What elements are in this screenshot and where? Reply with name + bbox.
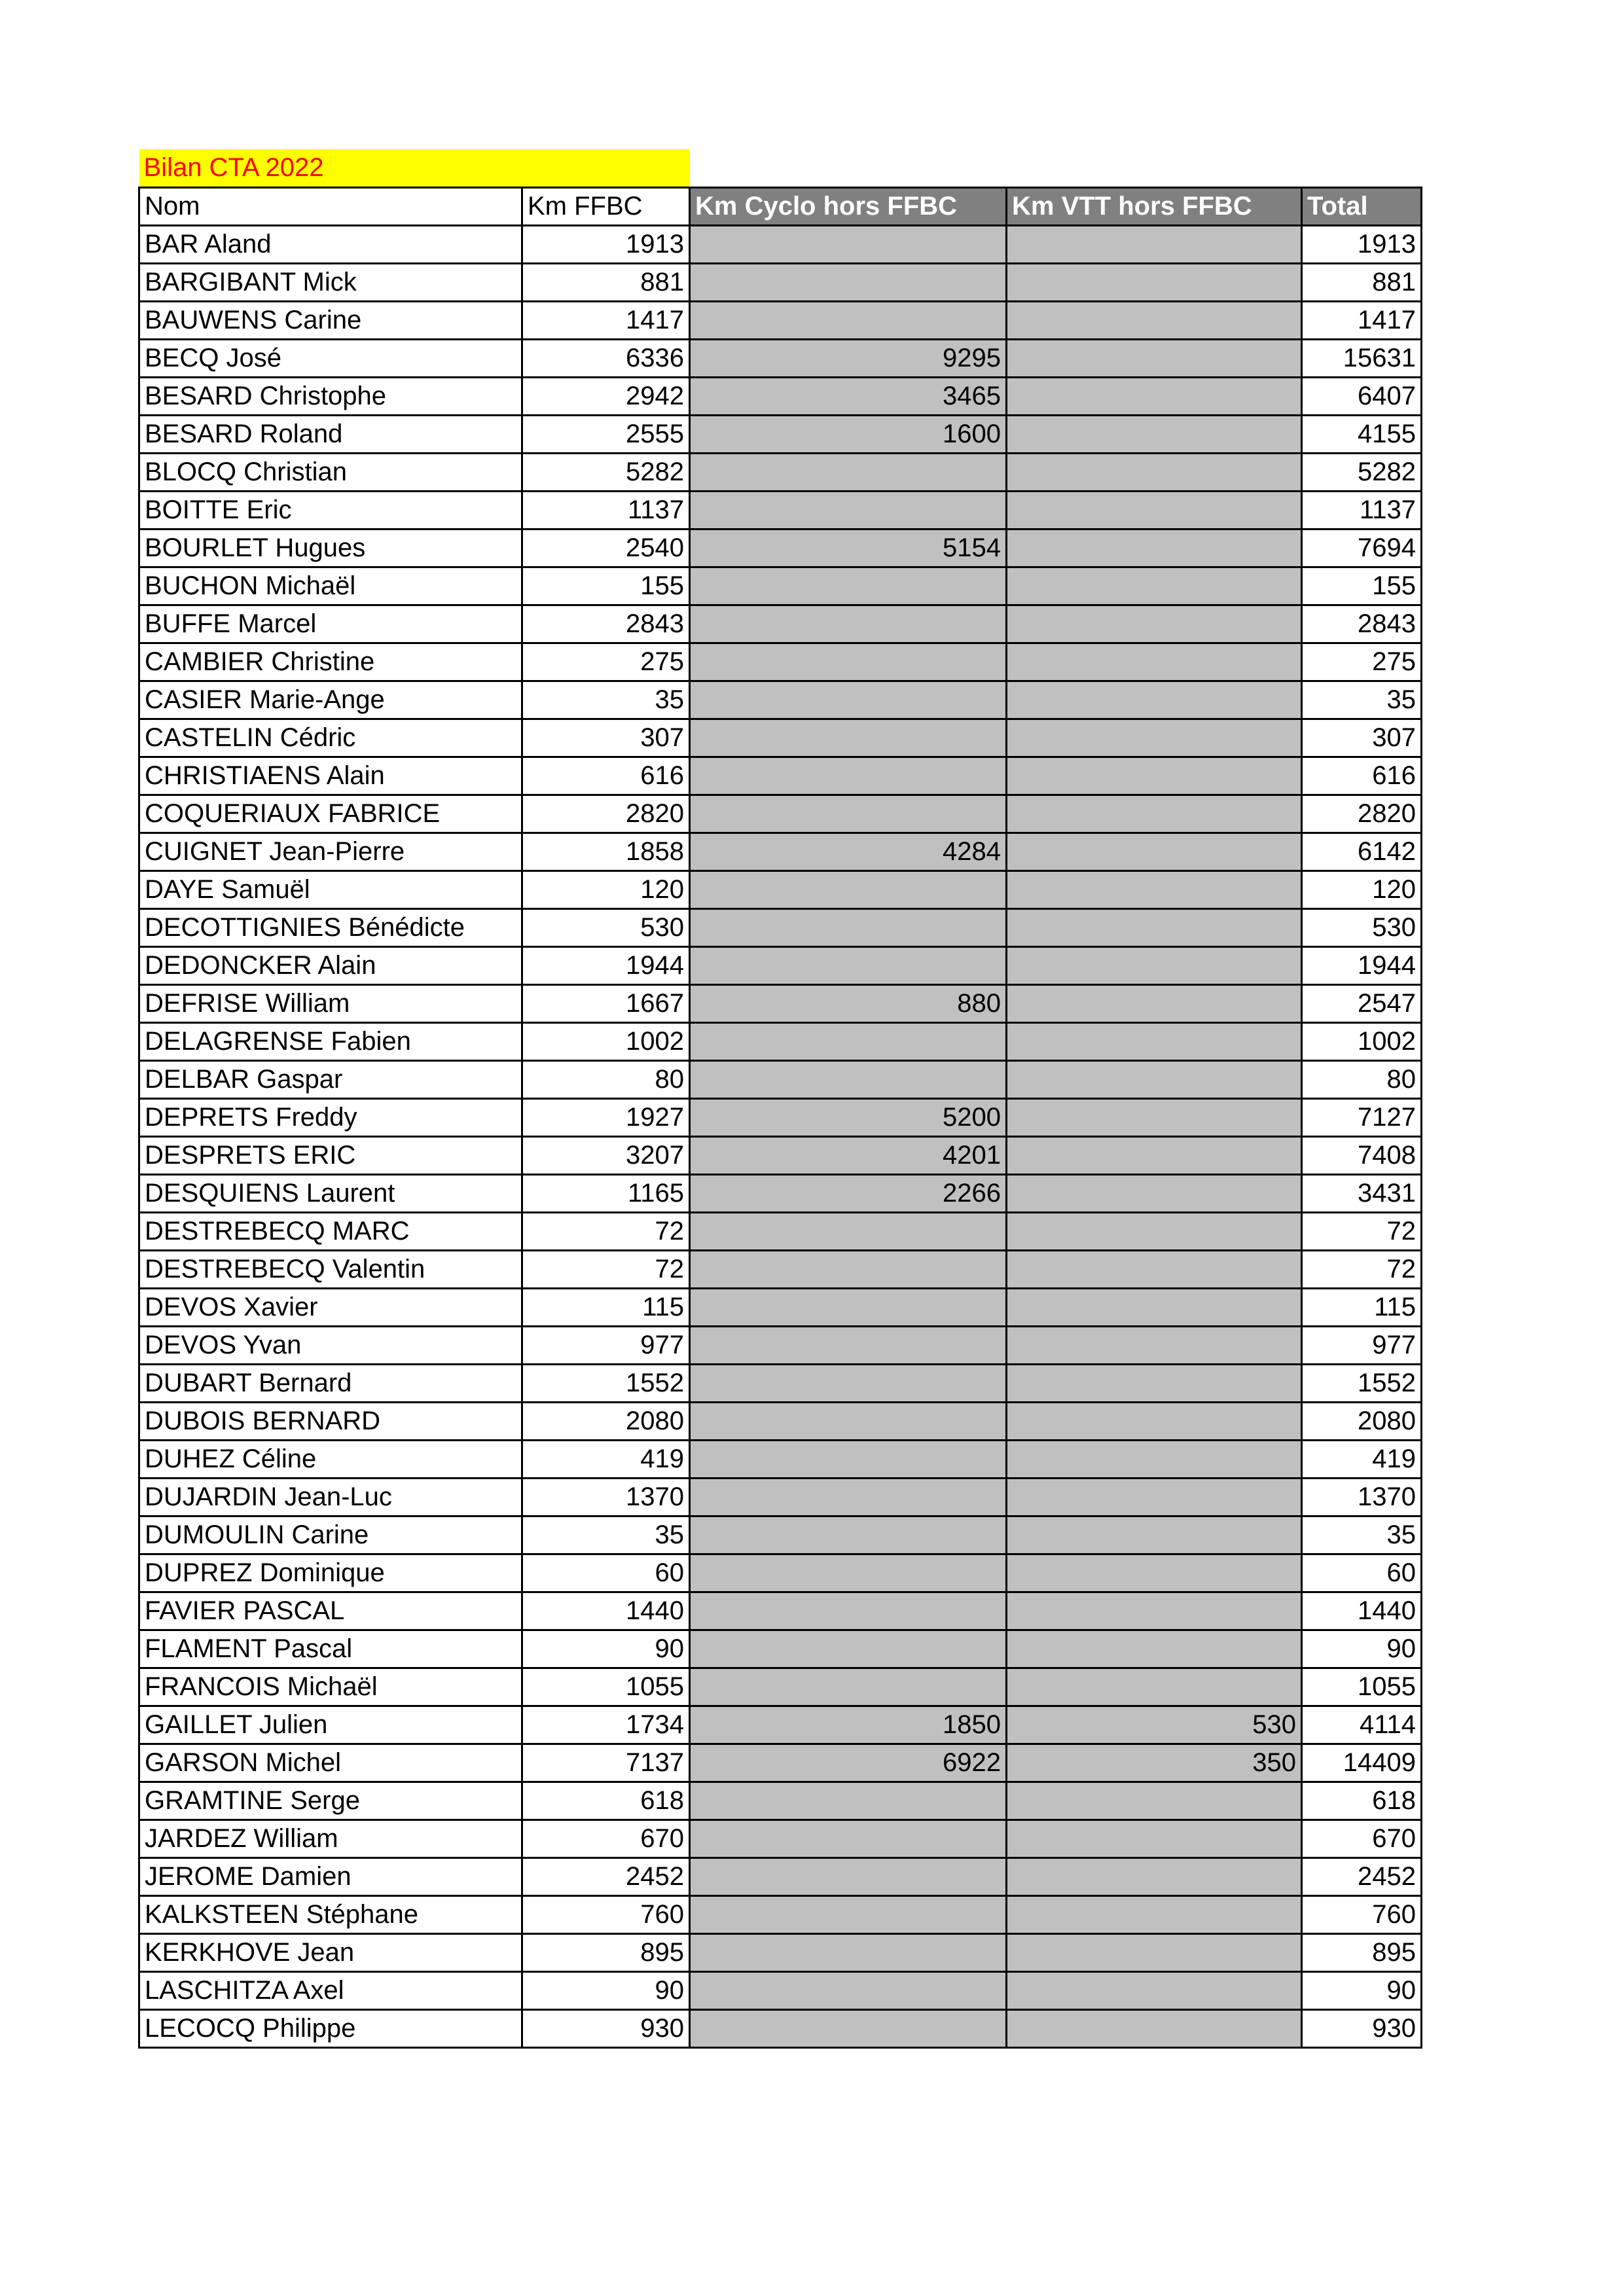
cell-nom: BAUWENS Carine	[139, 301, 522, 339]
table-body	[139, 225, 1422, 2047]
cell-total: 115	[1302, 1288, 1422, 1326]
cell-km-cyclo: 1850	[690, 1706, 1007, 1744]
cell-total: 120	[1302, 870, 1422, 908]
cell-km-ffbc: 895	[522, 1933, 690, 1971]
cell-total: 6142	[1302, 833, 1422, 870]
table-row	[139, 1668, 1422, 1706]
cell-km-cyclo	[690, 643, 1007, 681]
cell-km-cyclo: 5154	[690, 529, 1007, 567]
cell-km-cyclo	[690, 946, 1007, 984]
cell-km-ffbc: 3207	[522, 1136, 690, 1174]
cell-nom: DUJARDIN Jean-Luc	[139, 1478, 522, 1516]
cell-nom: BESARD Roland	[139, 415, 522, 453]
cell-nom: KALKSTEEN Stéphane	[139, 1895, 522, 1933]
cell-nom: JEROME Damien	[139, 1857, 522, 1895]
cell-km-ffbc: 1667	[522, 984, 690, 1022]
cell-nom: DUPREZ Dominique	[139, 1554, 522, 1592]
cell-nom: DEVOS Xavier	[139, 1288, 522, 1326]
cell-km-vtt	[1007, 1630, 1302, 1668]
cell-km-cyclo	[690, 491, 1007, 529]
cell-km-vtt	[1007, 1782, 1302, 1820]
cell-km-ffbc: 1944	[522, 946, 690, 984]
cell-km-ffbc: 1417	[522, 301, 690, 339]
cell-km-cyclo	[690, 1971, 1007, 2009]
bilan-table	[138, 149, 1422, 2049]
table-row	[139, 984, 1422, 1022]
cell-km-cyclo	[690, 1592, 1007, 1630]
cell-km-ffbc: 275	[522, 643, 690, 681]
cell-nom: DECOTTIGNIES Bénédicte	[139, 908, 522, 946]
cell-km-vtt	[1007, 1554, 1302, 1592]
table-row	[139, 1440, 1422, 1478]
table-row	[139, 1288, 1422, 1326]
cell-km-vtt	[1007, 1857, 1302, 1895]
table-row	[139, 681, 1422, 719]
cell-nom: COQUERIAUX FABRICE	[139, 795, 522, 833]
cell-total: 1002	[1302, 1022, 1422, 1060]
cell-total: 5282	[1302, 453, 1422, 491]
cell-km-cyclo	[690, 1212, 1007, 1250]
cell-total: 35	[1302, 681, 1422, 719]
cell-total: 1055	[1302, 1668, 1422, 1706]
cell-total: 7408	[1302, 1136, 1422, 1174]
cell-km-vtt	[1007, 1060, 1302, 1098]
cell-km-cyclo	[690, 2009, 1007, 2047]
cell-km-vtt	[1007, 1288, 1302, 1326]
table-row	[139, 339, 1422, 377]
table-row	[139, 908, 1422, 946]
cell-km-vtt	[1007, 719, 1302, 757]
cell-nom: BAR Aland	[139, 225, 522, 263]
cell-km-vtt	[1007, 681, 1302, 719]
cell-km-vtt	[1007, 453, 1302, 491]
cell-km-vtt	[1007, 605, 1302, 643]
sheet-title: Bilan CTA 2022	[139, 149, 690, 187]
cell-km-vtt	[1007, 2009, 1302, 2047]
cell-km-vtt	[1007, 870, 1302, 908]
cell-km-cyclo	[690, 1060, 1007, 1098]
cell-km-vtt	[1007, 1440, 1302, 1478]
cell-km-ffbc: 90	[522, 1971, 690, 2009]
cell-km-cyclo	[690, 1668, 1007, 1706]
cell-km-ffbc: 419	[522, 1440, 690, 1478]
cell-km-ffbc: 2080	[522, 1402, 690, 1440]
cell-km-ffbc: 616	[522, 757, 690, 795]
cell-total: 670	[1302, 1820, 1422, 1857]
cell-km-vtt	[1007, 377, 1302, 415]
cell-km-vtt	[1007, 1098, 1302, 1136]
cell-total: 60	[1302, 1554, 1422, 1592]
cell-km-ffbc: 1440	[522, 1592, 690, 1630]
cell-km-cyclo	[690, 1022, 1007, 1060]
cell-km-cyclo	[690, 1554, 1007, 1592]
cell-km-cyclo	[690, 870, 1007, 908]
table-row	[139, 1250, 1422, 1288]
cell-nom: CHRISTIAENS Alain	[139, 757, 522, 795]
cell-nom: GARSON Michel	[139, 1744, 522, 1782]
cell-km-ffbc: 2820	[522, 795, 690, 833]
cell-total: 72	[1302, 1212, 1422, 1250]
cell-km-ffbc: 35	[522, 681, 690, 719]
table-row	[139, 1782, 1422, 1820]
cell-km-vtt	[1007, 833, 1302, 870]
cell-km-cyclo	[690, 1630, 1007, 1668]
cell-total: 2820	[1302, 795, 1422, 833]
table-row	[139, 1326, 1422, 1364]
cell-km-ffbc: 1552	[522, 1364, 690, 1402]
table-row	[139, 225, 1422, 263]
table-row	[139, 263, 1422, 301]
cell-nom: DUBOIS BERNARD	[139, 1402, 522, 1440]
cell-nom: FAVIER PASCAL	[139, 1592, 522, 1630]
cell-total: 1913	[1302, 225, 1422, 263]
cell-nom: CUIGNET Jean-Pierre	[139, 833, 522, 870]
cell-km-cyclo	[690, 1820, 1007, 1857]
table-row	[139, 1895, 1422, 1933]
cell-km-ffbc: 670	[522, 1820, 690, 1857]
cell-km-vtt	[1007, 795, 1302, 833]
cell-km-vtt	[1007, 491, 1302, 529]
table-row	[139, 1136, 1422, 1174]
cell-km-cyclo	[690, 1402, 1007, 1440]
cell-nom: BESARD Christophe	[139, 377, 522, 415]
cell-km-vtt	[1007, 1364, 1302, 1402]
cell-km-ffbc: 2942	[522, 377, 690, 415]
col-header-total: Total	[1302, 187, 1422, 225]
cell-km-vtt	[1007, 263, 1302, 301]
cell-km-ffbc: 6336	[522, 339, 690, 377]
cell-nom: DESQUIENS Laurent	[139, 1174, 522, 1212]
cell-km-ffbc: 120	[522, 870, 690, 908]
cell-km-vtt	[1007, 1478, 1302, 1516]
cell-nom: DUHEZ Céline	[139, 1440, 522, 1478]
cell-km-cyclo	[690, 1782, 1007, 1820]
cell-km-ffbc: 1858	[522, 833, 690, 870]
cell-km-cyclo	[690, 301, 1007, 339]
table-row	[139, 870, 1422, 908]
cell-km-vtt	[1007, 946, 1302, 984]
cell-total: 7694	[1302, 529, 1422, 567]
cell-nom: CASIER Marie-Ange	[139, 681, 522, 719]
cell-total: 1552	[1302, 1364, 1422, 1402]
cell-km-ffbc: 80	[522, 1060, 690, 1098]
cell-total: 977	[1302, 1326, 1422, 1364]
cell-km-ffbc: 1927	[522, 1098, 690, 1136]
cell-km-ffbc: 1913	[522, 225, 690, 263]
cell-total: 760	[1302, 1895, 1422, 1933]
cell-nom: GAILLET Julien	[139, 1706, 522, 1744]
cell-nom: DUMOULIN Carine	[139, 1516, 522, 1554]
col-header-km-ffbc: Km FFBC	[522, 187, 690, 225]
cell-km-ffbc: 72	[522, 1250, 690, 1288]
cell-total: 4155	[1302, 415, 1422, 453]
cell-km-ffbc: 930	[522, 2009, 690, 2047]
cell-km-cyclo	[690, 908, 1007, 946]
title-row	[139, 149, 1422, 187]
cell-km-ffbc: 2555	[522, 415, 690, 453]
cell-km-cyclo	[690, 1478, 1007, 1516]
cell-total: 881	[1302, 263, 1422, 301]
table-row	[139, 1630, 1422, 1668]
cell-total: 2452	[1302, 1857, 1422, 1895]
cell-total: 530	[1302, 908, 1422, 946]
cell-nom: BLOCQ Christian	[139, 453, 522, 491]
cell-total: 1440	[1302, 1592, 1422, 1630]
cell-km-cyclo: 3465	[690, 377, 1007, 415]
cell-km-ffbc: 1002	[522, 1022, 690, 1060]
table-row	[139, 1402, 1422, 1440]
table-row	[139, 1820, 1422, 1857]
table-row	[139, 1098, 1422, 1136]
cell-km-vtt	[1007, 1895, 1302, 1933]
cell-nom: FLAMENT Pascal	[139, 1630, 522, 1668]
table-row	[139, 1478, 1422, 1516]
cell-km-cyclo: 9295	[690, 339, 1007, 377]
cell-nom: BUFFE Marcel	[139, 605, 522, 643]
table-row	[139, 377, 1422, 415]
cell-km-vtt	[1007, 1820, 1302, 1857]
table-row	[139, 1060, 1422, 1098]
table-row	[139, 529, 1422, 567]
cell-nom: DAYE Samuël	[139, 870, 522, 908]
cell-total: 616	[1302, 757, 1422, 795]
cell-km-cyclo	[690, 795, 1007, 833]
cell-km-vtt	[1007, 1174, 1302, 1212]
table-row	[139, 757, 1422, 795]
table-row	[139, 1022, 1422, 1060]
cell-km-cyclo: 4284	[690, 833, 1007, 870]
cell-km-vtt	[1007, 1326, 1302, 1364]
cell-nom: BOURLET Hugues	[139, 529, 522, 567]
table-row	[139, 491, 1422, 529]
cell-total: 90	[1302, 1971, 1422, 2009]
cell-nom: FRANCOIS Michaël	[139, 1668, 522, 1706]
cell-km-cyclo	[690, 719, 1007, 757]
cell-km-ffbc: 60	[522, 1554, 690, 1592]
table-row	[139, 301, 1422, 339]
table-row	[139, 605, 1422, 643]
cell-nom: BUCHON Michaël	[139, 567, 522, 605]
table-row	[139, 1857, 1422, 1895]
cell-nom: BOITTE Eric	[139, 491, 522, 529]
cell-km-vtt	[1007, 225, 1302, 263]
cell-km-vtt	[1007, 1022, 1302, 1060]
cell-km-cyclo	[690, 1857, 1007, 1895]
cell-km-cyclo	[690, 1440, 1007, 1478]
cell-km-cyclo	[690, 1516, 1007, 1554]
cell-km-vtt	[1007, 339, 1302, 377]
table-row	[139, 453, 1422, 491]
cell-total: 4114	[1302, 1706, 1422, 1744]
cell-km-vtt	[1007, 1402, 1302, 1440]
cell-km-vtt	[1007, 415, 1302, 453]
cell-nom: DESTREBECQ MARC	[139, 1212, 522, 1250]
cell-km-vtt	[1007, 1212, 1302, 1250]
cell-km-ffbc: 1137	[522, 491, 690, 529]
cell-nom: DUBART Bernard	[139, 1364, 522, 1402]
cell-total: 2080	[1302, 1402, 1422, 1440]
cell-km-cyclo	[690, 1933, 1007, 1971]
cell-km-cyclo: 6922	[690, 1744, 1007, 1782]
table-row	[139, 833, 1422, 870]
cell-km-cyclo	[690, 757, 1007, 795]
cell-km-ffbc: 155	[522, 567, 690, 605]
cell-km-vtt	[1007, 757, 1302, 795]
table-row	[139, 1971, 1422, 2009]
cell-km-ffbc: 90	[522, 1630, 690, 1668]
cell-total: 1137	[1302, 491, 1422, 529]
cell-nom: GRAMTINE Serge	[139, 1782, 522, 1820]
cell-km-cyclo: 5200	[690, 1098, 1007, 1136]
table-row	[139, 1516, 1422, 1554]
cell-km-cyclo	[690, 605, 1007, 643]
cell-total: 155	[1302, 567, 1422, 605]
cell-km-cyclo: 2266	[690, 1174, 1007, 1212]
cell-km-cyclo	[690, 453, 1007, 491]
cell-km-cyclo: 880	[690, 984, 1007, 1022]
cell-km-ffbc: 307	[522, 719, 690, 757]
cell-total: 1944	[1302, 946, 1422, 984]
cell-total: 419	[1302, 1440, 1422, 1478]
cell-km-ffbc: 1165	[522, 1174, 690, 1212]
cell-nom: CASTELIN Cédric	[139, 719, 522, 757]
col-header-km-cyclo: Km Cyclo hors FFBC	[690, 187, 1007, 225]
cell-nom: DESPRETS ERIC	[139, 1136, 522, 1174]
cell-nom: DELAGRENSE Fabien	[139, 1022, 522, 1060]
cell-nom: LASCHITZA Axel	[139, 1971, 522, 2009]
cell-nom: CAMBIER Christine	[139, 643, 522, 681]
cell-km-cyclo	[690, 263, 1007, 301]
cell-km-vtt	[1007, 301, 1302, 339]
table-row	[139, 1212, 1422, 1250]
cell-total: 2843	[1302, 605, 1422, 643]
table-row	[139, 415, 1422, 453]
table-row	[139, 2009, 1422, 2047]
cell-total: 15631	[1302, 339, 1422, 377]
cell-km-ffbc: 977	[522, 1326, 690, 1364]
cell-km-cyclo: 4201	[690, 1136, 1007, 1174]
cell-total: 14409	[1302, 1744, 1422, 1782]
cell-total: 1417	[1302, 301, 1422, 339]
cell-km-ffbc: 530	[522, 908, 690, 946]
cell-km-cyclo	[690, 567, 1007, 605]
cell-km-ffbc: 35	[522, 1516, 690, 1554]
cell-km-cyclo	[690, 681, 1007, 719]
cell-km-vtt	[1007, 1592, 1302, 1630]
cell-total: 895	[1302, 1933, 1422, 1971]
col-header-km-vtt: Km VTT hors FFBC	[1007, 187, 1302, 225]
cell-km-vtt	[1007, 1971, 1302, 2009]
cell-km-vtt	[1007, 908, 1302, 946]
cell-km-ffbc: 618	[522, 1782, 690, 1820]
cell-nom: BECQ José	[139, 339, 522, 377]
cell-km-cyclo	[690, 1250, 1007, 1288]
cell-total: 72	[1302, 1250, 1422, 1288]
cell-km-ffbc: 2843	[522, 605, 690, 643]
cell-km-cyclo: 1600	[690, 415, 1007, 453]
cell-km-vtt: 530	[1007, 1706, 1302, 1744]
cell-total: 307	[1302, 719, 1422, 757]
cell-total: 930	[1302, 2009, 1422, 2047]
cell-km-vtt	[1007, 1933, 1302, 1971]
cell-km-ffbc: 1370	[522, 1478, 690, 1516]
cell-km-cyclo	[690, 1326, 1007, 1364]
cell-km-cyclo	[690, 1895, 1007, 1933]
table-row	[139, 1933, 1422, 1971]
table-row	[139, 643, 1422, 681]
cell-km-vtt	[1007, 984, 1302, 1022]
cell-km-ffbc: 881	[522, 263, 690, 301]
cell-total: 3431	[1302, 1174, 1422, 1212]
cell-km-vtt	[1007, 529, 1302, 567]
table-row	[139, 1744, 1422, 1782]
cell-total: 80	[1302, 1060, 1422, 1098]
cell-km-vtt	[1007, 1668, 1302, 1706]
cell-nom: DEVOS Yvan	[139, 1326, 522, 1364]
cell-km-vtt	[1007, 567, 1302, 605]
cell-km-ffbc: 1055	[522, 1668, 690, 1706]
col-header-nom: Nom	[139, 187, 522, 225]
table-row	[139, 1592, 1422, 1630]
cell-km-ffbc: 2452	[522, 1857, 690, 1895]
cell-total: 2547	[1302, 984, 1422, 1022]
cell-nom: DEFRISE William	[139, 984, 522, 1022]
cell-total: 1370	[1302, 1478, 1422, 1516]
table-row	[139, 1364, 1422, 1402]
cell-km-vtt	[1007, 1136, 1302, 1174]
cell-total: 618	[1302, 1782, 1422, 1820]
cell-km-cyclo	[690, 225, 1007, 263]
cell-km-ffbc: 7137	[522, 1744, 690, 1782]
title-row-blank	[690, 149, 1422, 187]
cell-km-ffbc: 1734	[522, 1706, 690, 1744]
cell-km-ffbc: 72	[522, 1212, 690, 1250]
table-row	[139, 1174, 1422, 1212]
table-row	[139, 719, 1422, 757]
cell-nom: JARDEZ William	[139, 1820, 522, 1857]
cell-km-ffbc: 760	[522, 1895, 690, 1933]
cell-km-ffbc: 5282	[522, 453, 690, 491]
cell-total: 275	[1302, 643, 1422, 681]
cell-total: 7127	[1302, 1098, 1422, 1136]
table-row	[139, 1706, 1422, 1744]
cell-km-vtt	[1007, 1516, 1302, 1554]
cell-nom: LECOCQ Philippe	[139, 2009, 522, 2047]
cell-total: 90	[1302, 1630, 1422, 1668]
cell-nom: DESTREBECQ Valentin	[139, 1250, 522, 1288]
cell-km-cyclo	[690, 1288, 1007, 1326]
table-row	[139, 946, 1422, 984]
cell-nom: DEPRETS Freddy	[139, 1098, 522, 1136]
cell-km-ffbc: 2540	[522, 529, 690, 567]
cell-km-vtt	[1007, 1250, 1302, 1288]
cell-nom: DELBAR Gaspar	[139, 1060, 522, 1098]
cell-km-vtt: 350	[1007, 1744, 1302, 1782]
cell-km-ffbc: 115	[522, 1288, 690, 1326]
cell-nom: DEDONCKER Alain	[139, 946, 522, 984]
cell-nom: BARGIBANT Mick	[139, 263, 522, 301]
table-row	[139, 1554, 1422, 1592]
cell-km-cyclo	[690, 1364, 1007, 1402]
cell-total: 35	[1302, 1516, 1422, 1554]
cell-nom: KERKHOVE Jean	[139, 1933, 522, 1971]
cell-km-vtt	[1007, 643, 1302, 681]
cell-total: 6407	[1302, 377, 1422, 415]
table-row	[139, 567, 1422, 605]
table-row	[139, 795, 1422, 833]
header-row	[139, 187, 1422, 225]
